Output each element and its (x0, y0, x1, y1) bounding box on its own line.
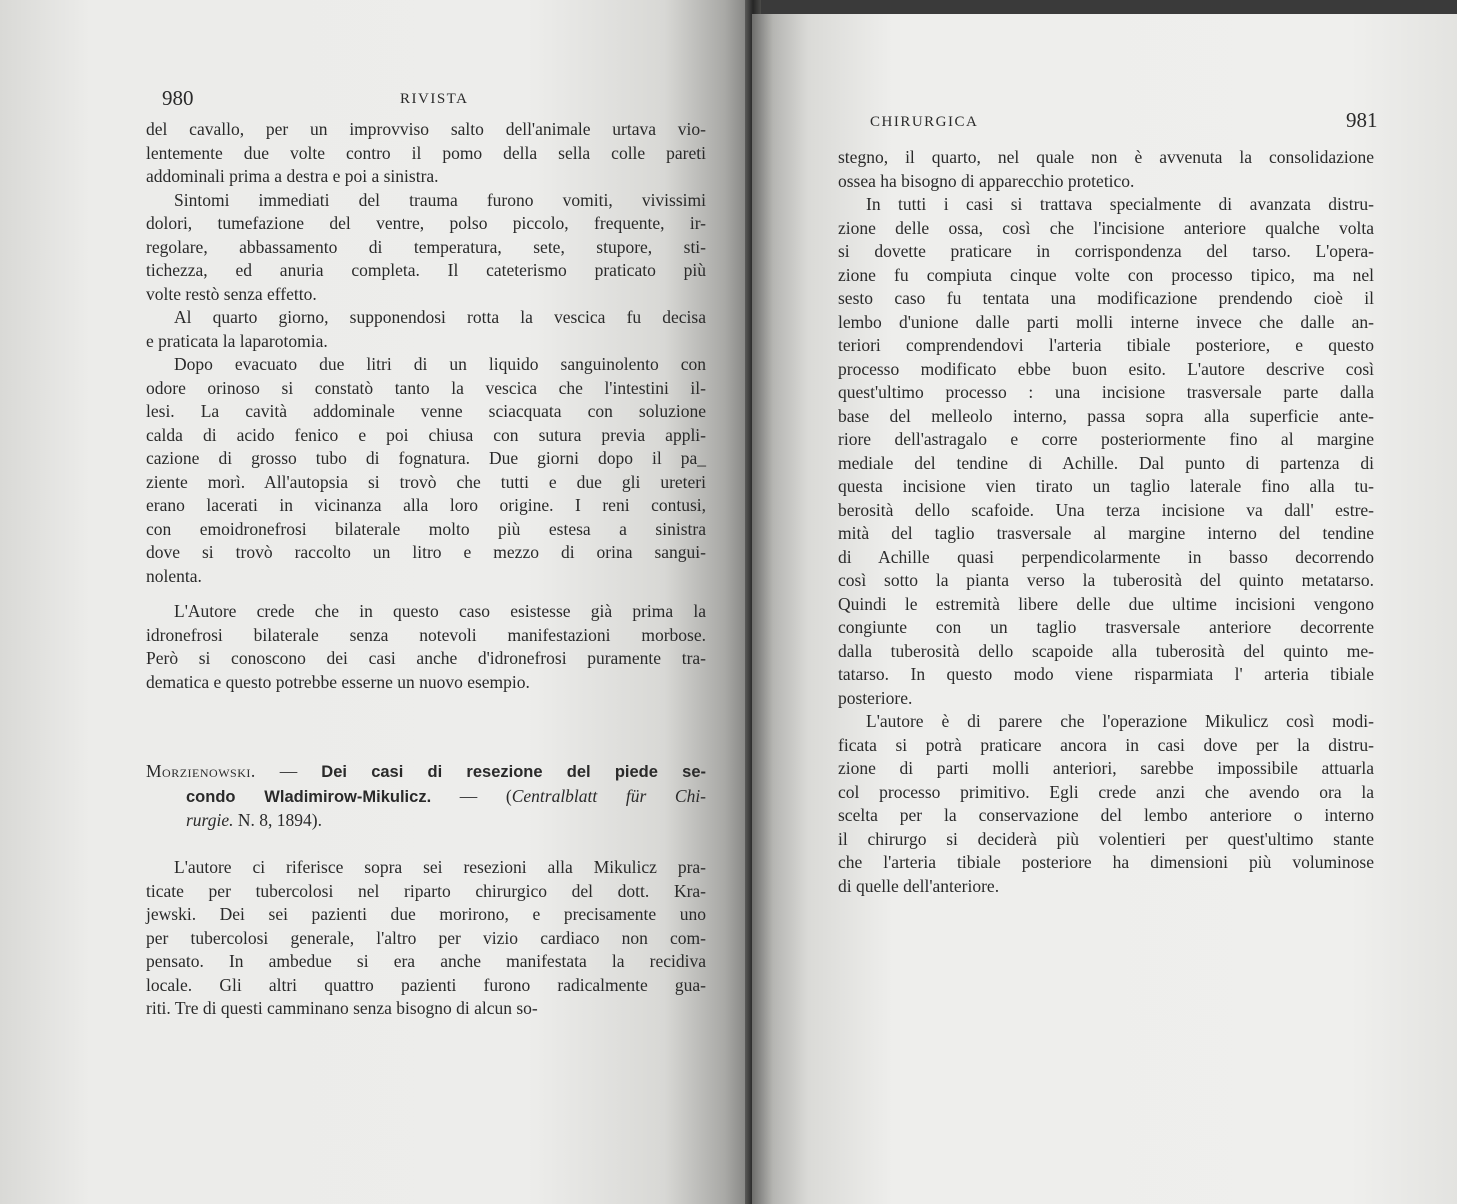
text-line: idronefrosi bilaterale senza notevoli manifestazioni morbose. (146, 624, 706, 645)
text-line: erano lacerati in vicinanza alla loro origine. I reni contusi, (146, 495, 706, 515)
text-line: riti. Tre di questi camminano senza bisogno di alcun so- (146, 998, 538, 1018)
heading-line-2 (146, 785, 706, 810)
paragraph (838, 146, 1374, 193)
text-line: del cavallo, per un improvviso salto dell'animale urtava vio- (146, 119, 706, 139)
text-line: calda di acido fenico e poi chiusa con sutura previa appli- (146, 424, 706, 445)
text-line: regolare, abbassamento di temperatura, sete, stupore, sti- (146, 236, 706, 257)
text-line: L'Autore crede che in questo caso esistesse già prima la (174, 601, 706, 621)
text-line: così sotto la pianta verso la tuberosità del quinto metatarso. (838, 570, 1374, 590)
text-line: mediale del tendine di Achille. Dal punto di partenza di (838, 452, 1374, 473)
text-line: lembo d'unione dalle parti molli interne invece che dalle an- (838, 311, 1374, 332)
text-line: processo modificato ebbe buon esito. L'autore descrive così (838, 358, 1374, 379)
text-line: si dovette praticare in corrispondenza del tarso. L'opera- (838, 241, 1374, 261)
text-line: il chirurgo si deciderà più volentieri per quest'ultimo stante (838, 828, 1374, 849)
text-line: per tubercolosi generale, l'altro per vizio cardiaco non com- (146, 927, 706, 948)
paragraph (838, 710, 1374, 898)
text-line: tatarso. In questo modo viene risparmiata l' arteria tibiale (838, 664, 1374, 684)
text-line: base del melleolo interno, passa sopra alla superficie ante- (838, 405, 1374, 426)
text-line: mità del taglio trasversale al margine interno del tendine (838, 523, 1374, 543)
right-page (752, 14, 1457, 1204)
text-line: e praticata la laparotomia. (146, 330, 328, 351)
text-line: locale. Gli altri quattro pazienti furono radicalmente gua- (146, 974, 706, 995)
text-line: sesto caso fu tentata una modificazione prendendo cioè il (838, 288, 1374, 308)
right-column (838, 146, 1374, 898)
text-line: Al quarto giorno, supponendosi rotta la vescica fu decisa (174, 307, 706, 327)
heading-title-1: Dei casi di resezione del piede se- (321, 763, 706, 781)
text-line: Sintomi immediati del trauma furono vomiti, vivissimi (174, 189, 706, 210)
left-column-top (146, 118, 706, 694)
text-line: questa incisione vien tirato un taglio laterale fino alla tu- (838, 476, 1374, 496)
text-line: dove si trovò raccolto un litro e mezzo di orina sangui- (146, 542, 706, 562)
text-line: riore dell'astragalo e corre posteriormente fino al margine (838, 429, 1374, 449)
text-line: lesi. La cavità addominale venne sciacquata con soluzione (146, 401, 706, 421)
text-line: col processo primitivo. Egli crede anzi che avendo ora la (838, 781, 1374, 802)
text-line: lentemente due volte contro il pomo della sella colle pareti (146, 142, 706, 163)
text-line: che l'arteria tibiale posteriore ha dimensioni più voluminose (838, 852, 1374, 872)
text-line: con emoidronefrosi bilaterale molto più estesa a sinistra (146, 518, 706, 539)
heading-dash: — (255, 761, 322, 781)
text-line: In tutti i casi si trattava specialmente di avanzata distru- (866, 194, 1374, 214)
text-line: dalla tuberosità dello scapoide alla tuberosità del quinto me- (838, 640, 1374, 661)
heading-line-3 (146, 809, 706, 833)
paragraph (146, 856, 706, 1021)
heading-sep: — ( (431, 785, 512, 806)
text-line: dematica e questo potrebbe esserne un nuovo esempio. (146, 671, 530, 692)
text-line: L'autore è di parere che l'operazione Mikulicz così modi- (866, 711, 1374, 731)
text-line: Dopo evacuato due litri di un liquido sanguinolento con (174, 354, 706, 374)
text-line: Però si conoscono dei casi anche d'idronefrosi puramente tra- (146, 648, 706, 668)
text-line: pensato. In ambedue si era anche manifestata la recidiva (146, 951, 706, 971)
text-line: tichezza, ed anuria completa. Il cateterismo praticato più (146, 260, 706, 280)
paragraph (146, 118, 706, 189)
running-head-left: RIVISTA (400, 91, 469, 107)
text-line: zione fu compiuta cinque volte con processo tipico, ma nel (838, 264, 1374, 285)
left-column-bottom (146, 856, 706, 1021)
heading-author: Morzienowski. (146, 761, 256, 781)
heading-title-2: condo Wladimirow-Mikulicz. (186, 787, 432, 806)
text-line: scelta per la conservazione del lembo anteriore o interno (838, 805, 1374, 825)
heading-journal-2: rurgie. (186, 810, 234, 830)
article-heading (146, 760, 706, 833)
paragraph (146, 306, 706, 353)
text-line: ossea ha bisogno di apparecchio protetico. (838, 170, 1135, 191)
page-number-right: 981 (1346, 108, 1378, 132)
text-line: zione di parti molli anteriori, sarebbe impossibile attuarla (838, 758, 1374, 778)
text-line: stegno, il quarto, nel quale non è avvenuta la consolidazione (838, 147, 1374, 167)
text-line: teriori comprendendovi l'arteria tibiale posteriore, e questo (838, 335, 1374, 355)
text-line: zione delle ossa, così che l'incisione anteriore qualche volta (838, 217, 1374, 238)
text-line: addominali prima a destra e poi a sinistra. (146, 166, 439, 186)
text-line: cazione di grosso tubo di fognatura. Due giorni dopo il pa_ (146, 448, 706, 468)
text-line: dolori, tumefazione del ventre, polso piccolo, frequente, ir- (146, 213, 706, 233)
heading-journal-1: Centralblatt für Chi- (511, 785, 707, 806)
text-line: Quindi le estremità libere delle due ultime incisioni vengono (838, 593, 1374, 614)
text-line: odore orinoso si constatò tanto la vescica che l'intestini il- (146, 377, 706, 398)
paragraph (146, 189, 706, 307)
text-line: jewski. Dei sei pazienti due morirono, e precisamente uno (146, 904, 706, 924)
text-line: nolenta. (146, 565, 202, 586)
text-line: congiunte con un taglio trasversale anteriore decorrente (838, 617, 1374, 637)
text-line: quest'ultimo processo : una incisione trasversale parte dalla (838, 382, 1374, 402)
text-line: di Achille quasi perpendicolarmente in basso decorrendo (838, 546, 1374, 567)
text-line: L'autore ci riferisce sopra sei resezioni alla Mikulicz pra- (174, 857, 706, 877)
text-line: ticate per tubercolosi nel riparto chirurgico del dott. Kra- (146, 880, 706, 901)
text-line: posteriore. (838, 687, 913, 708)
running-head-right: CHIRURGICA (870, 114, 979, 130)
heading-citation: N. 8, 1894). (233, 810, 322, 830)
paragraph (146, 600, 706, 694)
text-line: di quelle dell'anteriore. (838, 875, 1000, 896)
heading-line-1 (146, 760, 706, 785)
text-line: ziente morì. All'autopsia si trovò che tutti e due gli ureteri (146, 471, 706, 492)
text-line: berosità dello scafoide. Una terza incisione va dall' estre- (838, 499, 1374, 520)
text-line: ficata si potrà praticare ancora in casi dove per la distru- (838, 734, 1374, 755)
paragraph (838, 193, 1374, 710)
paragraph (146, 353, 706, 588)
page-number-left: 980 (162, 86, 194, 110)
text-line: volte restò senza effetto. (146, 283, 317, 304)
